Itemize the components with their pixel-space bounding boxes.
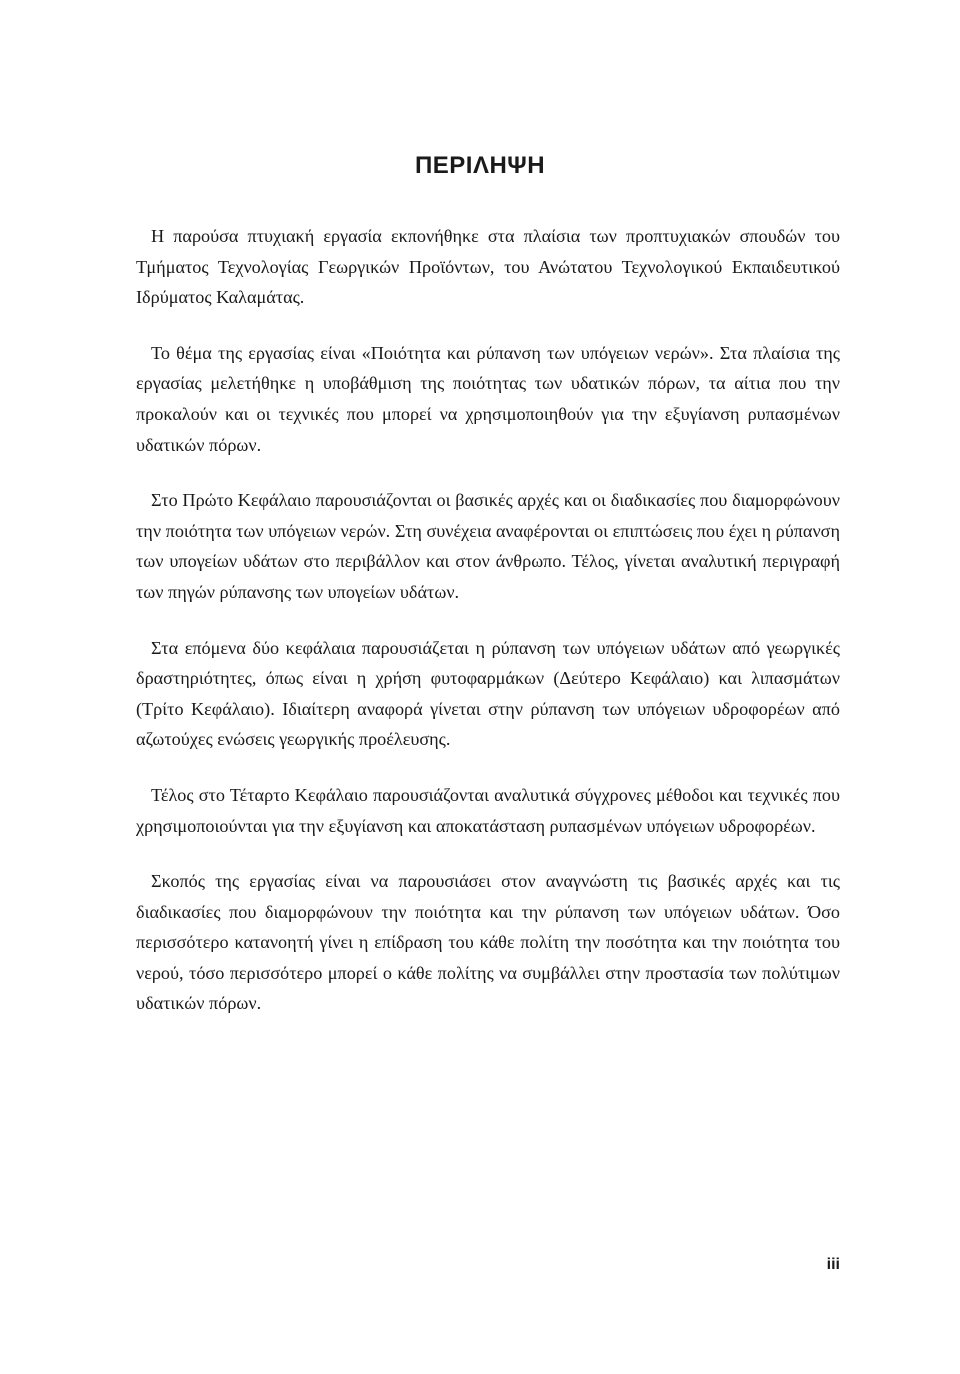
paragraph-intro: Η παρούσα πτυχιακή εργασία εκπονήθηκε στα πλαίσια των προπτυχιακών σπουδών του Τμήματος Τεχνολογίας Γεωργικών Προϊόντων, του Ανώτατου Τεχνολογικού Εκπαιδευτικού Ιδρύματος Καλαμάτας. bbox=[136, 226, 840, 308]
paragraph-chapters-two-three: Στα επόμενα δύο κεφάλαια παρουσιάζεται η ρύπανση των υπόγειων υδάτων από γεωργικές δραστηριότητες, όπως είναι η χρήση φυτοφαρμάκων (Δεύτερο Κεφάλαιο) και λιπασμάτων (Τρίτο Κεφάλαιο). Ιδιαίτερη αναφορά γίνεται στην ρύπανση των υπόγειων υδροφορέων από αζωτούχες ενώσεις γεωργικής προέλευσης. bbox=[136, 637, 840, 750]
abstract-body bbox=[136, 221, 840, 1044]
page-number: iii bbox=[826, 1256, 840, 1273]
paragraph-purpose: Σκοπός της εργασίας είναι να παρουσιάσει στον αναγνώστη τις βασικές αρχές και τις διαδικασίες που διαμορφώνουν την ποιότητα και την ρύπανση των υπόγειων υδάτων. Όσο περισσότερο κατανοητή γίνει η επίδραση του κάθε πολίτη την ποσότητα και την ποιότητα του νερού, τόσο περισσότερο μπορεί ο κάθε πολίτης να συμβάλλει στην προστασία των πολύτιμων υδατικών πόρων. bbox=[136, 871, 840, 1014]
paragraph-chapter-one: Στο Πρώτο Κεφάλαιο παρουσιάζονται οι βασικές αρχές και οι διαδικασίες που διαμορφώνουν την ποιότητα των υπόγειων νερών. Στη συνέχεια αναφέρονται οι επιπτώσεις που έχει η ρύπανση των υπογείων υδάτων στο περιβάλλον και στον άνθρωπο. Τέλος, γίνεται αναλυτική περιγραφή των πηγών ρύπανσης των υπογείων υδάτων. bbox=[136, 490, 840, 602]
paragraph-chapter-four: Τέλος στο Τέταρτο Κεφάλαιο παρουσιάζονται αναλυτικά σύγχρονες μέθοδοι και τεχνικές που χρησιμοποιούνται για την εξυγίανση και αποκατάσταση ρυπασμένων υπόγειων υδροφορέων. bbox=[136, 784, 840, 836]
page-title: ΠΕΡΙΛΗΨΗ bbox=[414, 152, 546, 179]
paragraph-topic: Το θέμα της εργασίας είναι «Ποιότητα και ρύπανση των υπόγειων νερών». Στα πλαίσια της εργασίας μελετήθηκε η υποβάθμιση της ποιότητας των υδατικών πόρων, τα αίτια που την προκαλούν και οι τεχνικές που μπορεί να χρησιμοποιηθούν για την εξυγίανση ρυπασμένων υδατικών πόρων. bbox=[136, 342, 840, 455]
